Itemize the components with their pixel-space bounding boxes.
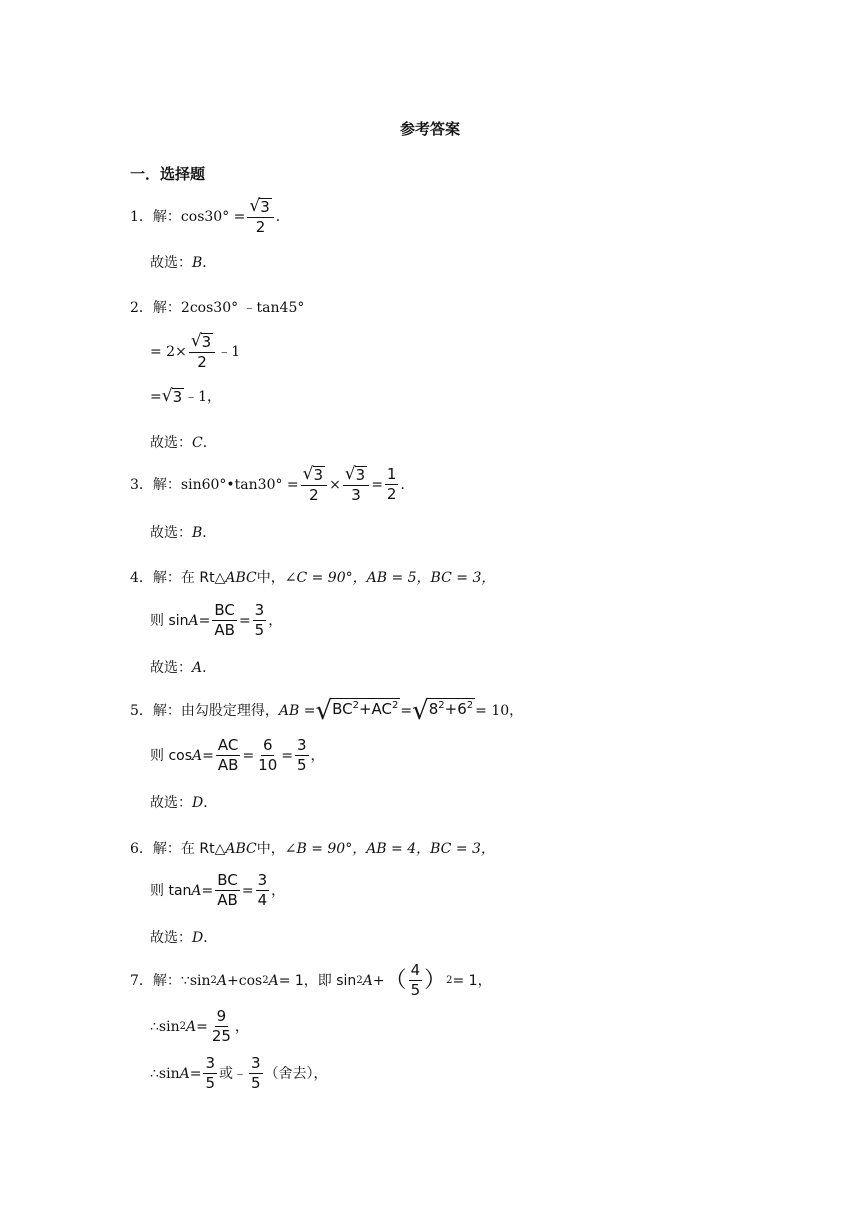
fraction: √ 3 2: [189, 333, 215, 370]
expression: sin60°•tan30° =: [180, 476, 299, 493]
choice-letter: D: [192, 930, 204, 946]
answer-number: 4．: [130, 570, 153, 586]
fraction: $\frac{3}{5}$: [297, 736, 307, 774]
fraction: $\frac{3}{5}$: [205, 1054, 215, 1092]
answer-3-line: 3． 解： sin60°•tan30° = √ 3 2 × √ 3 3 = $\frac{1}{2}$ ．: [130, 464, 415, 504]
answer-number: 5．: [130, 703, 153, 719]
section-heading: 一．选择题: [130, 165, 206, 183]
fraction: $\frac{9}{25}$: [211, 1007, 231, 1045]
fraction: $\frac{1}{2}$: [386, 465, 397, 503]
answer-7-line: 7． 解： ∵sin 2 A +cos 2 A = 1，即 sin 2 A + （ $\frac{4}{5}$ ） 2 = 1，: [130, 961, 492, 999]
answer-6-line: 6． 解： 在 Rt△ ABC 中， ∠B = 90°，AB = 4，BC = 3，: [130, 841, 495, 857]
fraction: $\frac{BC}{AB}$: [217, 871, 238, 909]
choice-letter: B: [192, 525, 203, 541]
fraction: $\frac{4}{5}$: [410, 961, 421, 999]
expression: 2cos30° ﹣tan45°: [180, 300, 305, 316]
answer-5-line: 5． 解： 由勾股定理得， AB = √ $BC^2+AC^2$ = √ $8^2+6^2$ = 10，: [130, 696, 524, 726]
answer-label: 解：: [152, 208, 181, 225]
expression: cos30° =: [180, 208, 246, 225]
answer-number: 1．: [130, 208, 153, 225]
answer-1-choice: 故选： B ．: [150, 255, 217, 271]
square-root: √ 3: [161, 386, 183, 406]
answer-7-step-2: ∴sin A = $\frac{3}{5}$ 或﹣ $\frac{3}{5}$ （舍去），: [150, 1054, 328, 1092]
answer-label: 解：: [152, 841, 181, 857]
square-root: √ $8^2+6^2$: [412, 696, 474, 726]
fraction: √ 3 2: [247, 198, 273, 235]
answer-3-choice: 故选： B ．: [150, 525, 217, 541]
square-root: √ $BC^2+AC^2$: [315, 696, 399, 726]
answer-number: 2．: [130, 300, 153, 316]
page-title: 参考答案: [399, 120, 460, 138]
condition: ∠B = 90°，AB = 4，BC = 3，: [284, 841, 495, 857]
choice-letter: C: [192, 435, 203, 451]
fraction: $\frac{3}{5}$: [254, 601, 265, 639]
answer-label: 解：: [152, 570, 181, 586]
choice-letter: B: [192, 255, 203, 271]
answer-2-step-1: = 2× √ 3 2 ﹣1: [150, 331, 241, 371]
answer-4-line: 4． 解： 在 Rt△ ABC 中， ∠C = 90°，AB = 5，BC = 3，: [130, 570, 496, 586]
answer-number: 3．: [130, 476, 153, 493]
answer-number: 6．: [130, 841, 153, 857]
fraction: √ 3 2: [301, 466, 327, 503]
answer-number: 7．: [130, 972, 153, 989]
answer-2-line: [130, 301, 304, 315]
answer-4-choice: 故选： A ．: [150, 660, 217, 676]
answer-7-step-1: ∴sin 2 A = $\frac{9}{25}$ ，: [150, 1007, 249, 1045]
fraction: √ 3 3: [343, 466, 369, 503]
choice-letter: D: [192, 795, 204, 811]
condition: ∠C = 90°，AB = 5，BC = 3，: [284, 570, 496, 586]
answer-label: 解：: [152, 300, 181, 316]
fraction: $\frac{BC}{AB}$: [214, 601, 235, 639]
fraction: $\frac{3}{5}$: [251, 1054, 261, 1092]
answer-label: 解：: [152, 972, 181, 989]
answer-2-choice: 故选： C ．: [150, 435, 217, 451]
answer-6-choice: 故选： D ．: [150, 930, 218, 946]
fraction: $\frac{3}{4}$: [257, 871, 268, 909]
fraction: $\frac{AC}{AB}$: [217, 736, 239, 774]
answer-2-step-2: = √ 3 ﹣1，: [150, 386, 222, 406]
answer-label: 解：: [152, 476, 181, 493]
answer-5-step: 则 cos A = $\frac{AC}{AB}$ = $\frac{6}{10}$ = $\frac{3}{5}$ ，: [150, 736, 325, 774]
choice-letter: A: [192, 660, 203, 676]
answer-4-step: 则 sin A = $\frac{BC}{AB}$ = $\frac{3}{5}$ ，: [150, 601, 283, 639]
answer-6-step: 则 tan A = $\frac{BC}{AB}$ = $\frac{3}{4}$ ，: [150, 871, 286, 909]
answer-label: 解：: [152, 703, 181, 719]
answer-1-line: 1． 解： cos30° = √ 3 2 ．: [130, 196, 290, 236]
fraction: $\frac{6}{10}$: [258, 736, 278, 774]
answer-5-choice: 故选： D ．: [150, 795, 218, 811]
